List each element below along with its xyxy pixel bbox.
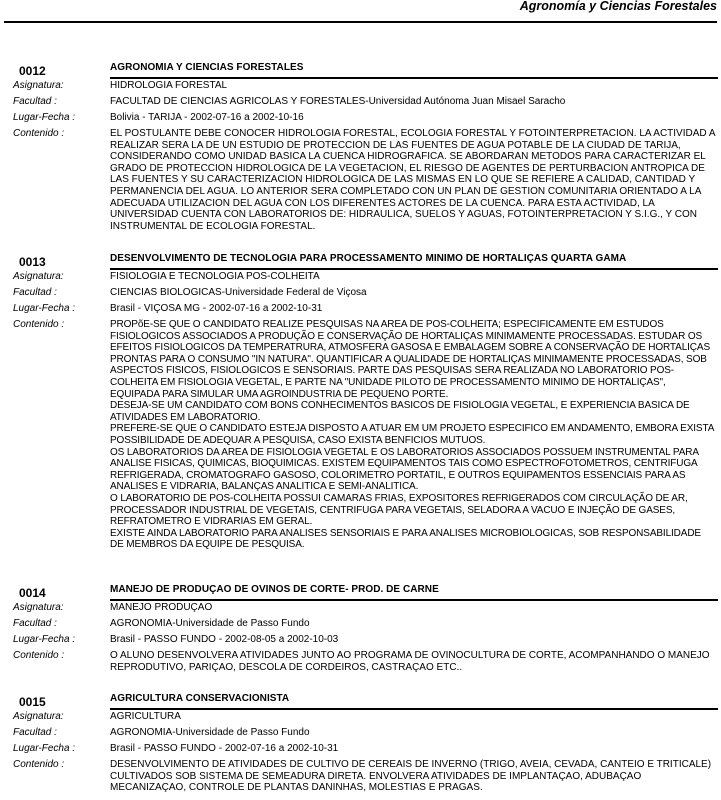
entry-title: MANEJO DE PRODUÇAO DE OVINOS DE CORTE- PROD. DE CARNE [110, 584, 439, 595]
entry-title: AGRONOMIA Y CIENCIAS FORESTALES [110, 62, 304, 73]
lugar-fecha-row [0, 634, 721, 650]
facultad-value: AGRONOMIA-Universidade de Passo Fundo [110, 618, 310, 629]
lugar-fecha-row [0, 743, 721, 759]
facultad-label: Facultad : [13, 287, 57, 298]
contenido-value: EL POSTULANTE DEBE CONOCER HIDROLOGIA FORESTAL, ECOLOGIA FORESTAL Y FOTOINTERPRETACION. LA ACTIVIDAD A REALIZAR SERA LA DE UN ESTUDIO DE PROTECCION DE LAS FUENTES DE AGUA POTABLE DE LA CIUDAD DE TARIJA, CONSIDERANDO COMO UNIDAD BASICA LA CUENCA HIDROGRAFICA. SE ABORDARAN METODOS PARA CARACTERIZAR EL GRADO DE PROTECCION HIDROLOGICA DE LA VEGETACION, EL RIESGO DE AGENTES DE PERTURBACION ANTROPICA DE LAS FUENTES Y SU CARACTERIZACION HIDROLOGICA DE LAS MISMAS EN LO QUE SE REFIERE A CALIDAD, CANTIDAD Y PERMANENCIA DEL AGUA. LO ANTERIOR SERA COMPLETADO CON UN PLAN DE GESTION COMUNITARIA ORIENTADO A LA ADECUADA UTILIZACION DEL AGUA CON LOS DIFERENTES ACTORES DE LA CUENCA. PARA ESTA ACTIVIDAD, LA UNIVERSIDAD CUENTA CON LABORATORIOS DE: HIDRAULICA, SUELOS Y AGUAS, FOTOINTERPRETACION Y S.I.G., Y CON INSTRUMENTAL DE ECOLOGIA FORESTAL. [110, 128, 715, 232]
entry-code: 0013 [19, 255, 46, 269]
asignatura-value: MANEJO PRODUÇAO [110, 602, 213, 613]
asignatura-row [0, 602, 721, 618]
facultad-label: Facultad : [13, 96, 57, 107]
entry-code: 0015 [19, 695, 46, 709]
entry-code: 0014 [19, 586, 46, 600]
facultad-row [0, 618, 721, 634]
entry-header [0, 253, 721, 271]
asignatura-value: FISIOLOGIA E TECNOLOGIA POS-COLHEITA [110, 271, 320, 282]
contenido-value: PROPõE-SE QUE O CANDIDATO REALIZE PESQUISAS NA AREA DE POS-COLHEITA; ESPECIFICAMENTE EM ESTUDOS FISIOLOGICOS ASSOCIADOS A PRODUÇÃO E CONSERVAÇÃO DE HORTALIÇAS MINIMAMENTE PROCESSADAS. ESTUDAR OS EFEITOS FISIOLOGICOS DA TEMPERATRURA, ATMOSFERA GASOSA E EMBALAGEM SOBRE A CONSERVAÇÃO DE HORTALIÇAS PRONTAS PARA O CONSUMO "IN NATURA". QUANTIFICAR A QUALIDADE DE HORTALIÇAS MINIMAMENTE PROCESSADAS, SOB ASPECTOS FISICOS, FISIOLOGICOS E SENSORIAIS. PARTE DAS PESQUISAS SERA REALIZADA NO LABORATORIO POS-COLHEITA EM FISIOLOGIA VEGETAL, E PARTE NA "UNIDADE PILOTO DE PROCESSAMENTO MINIMO DE HORTALIÇAS", EQUIPADA PARA SIMULAR UMA AGROINDUSTRIA DE PEQUENO PORTE. DESEJA-SE UM CANDIDATO COM BONS CONHECIMENTOS BASICOS DE FISIOLOGIA VEGETAL, E EXPERIENCIA BASICA DE ATIVIDADES EM LABORATORIO. PREFERE-SE QUE O CANDIDATO ESTEJA DISPOSTO A ATUAR EM UM PROJETO ESPECIFICO EM ANDAMENTO, EMBORA EXISTA POSSIBILIDADE DE ADEQUAR A PESQUISA, CASO EXISTA BENFICIOS MUTUOS. OS LABORATORIOS DA AREA DE FISIOLOGIA VEGETAL E OS LABORATORIOS ASSOCIADOS POSSUEM INSTRUMENTAL PARA ANALISE FISICAS, QUIMICAS, BIOQUIMICAS. EXISTEM EQUIPAMENTOS TAIS COMO ESPECTROFOTOMETROS, CENTRIFUGA REFRIGERADA, CROMATOGRAFO GASOSO, COLORIMETRO PORTATIL, E OUTROS EQUIPAMENTOS ESSENCIAIS PARA AS ANALISES E VIDRARIA, BALANÇAS ANALITICA E SEMI-ANALITICA. O LABORATORIO DE POS-COLHEITA POSSUI CAMARAS FRIAS, EXPOSITORES REFRIGERADOS COM CIRCULAÇÃO DE AR, PROCESSADOR INDUSTRIAL DE VEGETAIS, CENTRIFUGA PARA VEGETAIS, SELADORA A VACUO E INJEÇÃO DE GASES, REFRATOMETRO E VIDRARIAS EM GERAL. EXISTE AINDA LABORATORIO PARA ANALISES SENSORIAIS E PARA ANALISES MICROBIOLOGICAS, SOB RESPONSABILIDADE DE MEMBROS DA EQUIPE DE PESQUISA. [110, 319, 714, 551]
title-divider [110, 599, 718, 601]
entry-0012 [0, 62, 721, 232]
contenido-label: Contenido : [13, 650, 65, 661]
asignatura-row [0, 80, 721, 96]
lugar-fecha-label: Lugar-Fecha : [13, 743, 76, 754]
contenido-label: Contenido : [13, 319, 65, 330]
contenido-row [0, 759, 721, 794]
entry-header [0, 693, 721, 711]
facultad-label: Facultad : [13, 618, 57, 629]
entry-header [0, 62, 721, 80]
facultad-label: Facultad : [13, 727, 57, 738]
title-divider [110, 268, 718, 270]
asignatura-label: Asignatura: [13, 711, 64, 722]
entry-0014 [0, 584, 721, 673]
contenido-label: Contenido : [13, 128, 65, 139]
facultad-row [0, 96, 721, 112]
lugar-fecha-value: Brasil - VIÇOSA MG - 2002-07-16 a 2002-10-31 [110, 303, 323, 314]
lugar-fecha-value: Bolivia - TARIJA - 2002-07-16 a 2002-10-16 [110, 112, 304, 123]
asignatura-row [0, 271, 721, 287]
entry-title: AGRICULTURA CONSERVACIONISTA [110, 693, 290, 704]
facultad-value: FACULTAD DE CIENCIAS AGRICOLAS Y FORESTALES-Universidad Autónoma Juan Misael Saracho [110, 96, 566, 107]
asignatura-value: AGRICULTURA [110, 711, 181, 722]
contenido-value: O ALUNO DESENVOLVERA ATIVIDADES JUNTO AO PROGRAMA DE OVINOCULTURA DE CORTE, ACOMPANHANDO O MANEJO REPRODUTIVO, PARIÇAO, DESCOLA DE CORDEIROS, CASTRAÇAO ETC.. [110, 650, 710, 673]
lugar-fecha-value: Brasil - PASSO FUNDO - 2002-08-05 a 2002-10-03 [110, 634, 339, 645]
lugar-fecha-value: Brasil - PASSO FUNDO - 2002-07-16 a 2002-10-31 [110, 743, 339, 754]
contenido-row [0, 128, 721, 232]
entry-code: 0012 [19, 64, 46, 78]
contenido-value: DESENVOLVIMENTO DE ATIVIDADES DE CULTIVO DE CEREAIS DE INVERNO (TRIGO, AVEIA, CEVADA, CANTEIO E TRITICALE) CULTIVADOS SOB SISTEMA DE SEMEADURA DIRETA. ENVOLVERA ATIVIDADES DE IMPLANTAÇAO, ADUBAÇAO MECANIZAÇAO, CONTROLE DE PLANTAS DANINHAS, MOLESTIAS E PRAGAS. [110, 759, 712, 794]
facultad-row [0, 287, 721, 303]
asignatura-value: HIDROLOGIA FORESTAL [110, 80, 228, 91]
lugar-fecha-label: Lugar-Fecha : [13, 303, 76, 314]
facultad-value: AGRONOMIA-Universidade de Passo Fundo [110, 727, 310, 738]
entry-0013 [0, 253, 721, 551]
lugar-fecha-row [0, 303, 721, 319]
title-divider [110, 708, 718, 710]
asignatura-row [0, 711, 721, 727]
asignatura-label: Asignatura: [13, 602, 64, 613]
asignatura-label: Asignatura: [13, 80, 64, 91]
asignatura-label: Asignatura: [13, 271, 64, 282]
facultad-row [0, 727, 721, 743]
entry-0015 [0, 693, 721, 794]
contenido-label: Contenido : [13, 759, 65, 770]
contenido-row [0, 319, 721, 551]
contenido-row [0, 650, 721, 673]
title-divider [110, 77, 718, 79]
lugar-fecha-label: Lugar-Fecha : [13, 634, 76, 645]
entry-header [0, 584, 721, 602]
header-divider [4, 21, 717, 23]
facultad-value: CIENCIAS BIOLOGICAS-Universidade Federal de Viçosa [110, 287, 367, 298]
entry-title: DESENVOLVIMENTO DE TECNOLOGIA PARA PROCESSAMENTO MINIMO DE HORTALIÇAS QUARTA GAMA [110, 253, 627, 264]
lugar-fecha-row [0, 112, 721, 128]
page-header-title: Agronomía y Ciencias Forestales [519, 0, 717, 13]
lugar-fecha-label: Lugar-Fecha : [13, 112, 76, 123]
